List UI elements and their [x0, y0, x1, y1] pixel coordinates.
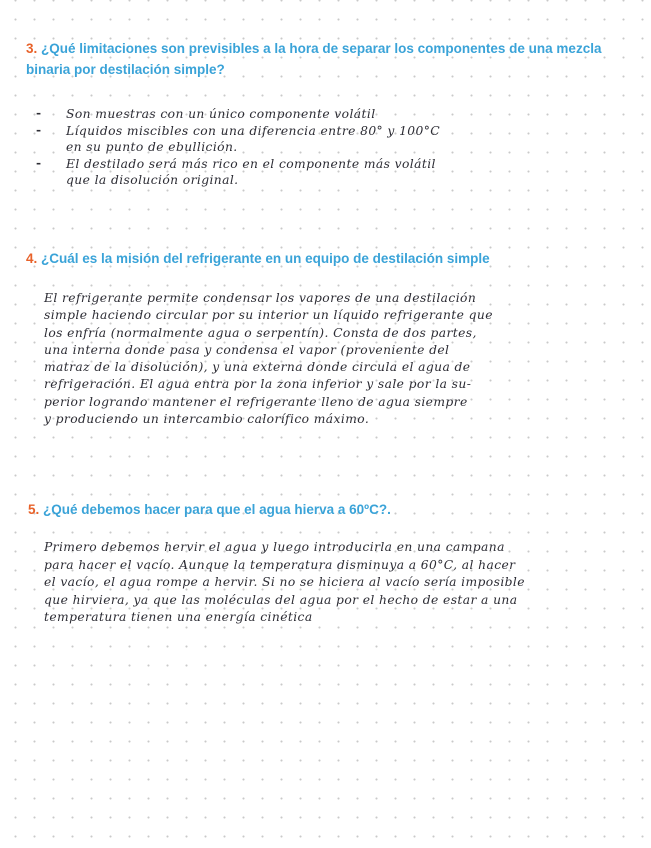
answer-line: el vacío, el agua rompe a hervir. Si no se hiciera al vacío sería imposible — [44, 575, 525, 589]
answer-bullet — [36, 156, 440, 189]
question-3-answer-list — [36, 106, 440, 189]
answer-line: que hirviera, ya que las moléculas del agua por el hecho de estar a una — [44, 592, 518, 607]
answer-line: para hacer el vacío. Aunque la temperatura disminuya a 60°C, al hacer — [44, 557, 516, 572]
answer-line: refrigeración. El agua entra por la zona inferior y sale por la su- — [44, 377, 472, 392]
bullet-line: - Líquidos miscibles con una diferencia entre 80° y 100°C — [66, 123, 441, 138]
answer-line: temperatura tienen una energía cinética — [44, 610, 313, 624]
question-3-text: ¿Qué limitaciones son previsibles a la hora de separar los componentes de una mezcla binaria por destilación simple? — [26, 41, 602, 77]
question-5-text: ¿Qué debemos hacer para que el agua hierva a 60ºC?. — [39, 502, 391, 517]
answer-line: Primero debemos hervir el agua y luego introducirla en una campana — [44, 540, 505, 554]
answer-bullet — [36, 123, 440, 156]
question-5-heading — [28, 499, 648, 520]
question-4-heading — [26, 248, 646, 269]
answer-line: una interna donde pasa y condensa el vapor (proveniente del — [44, 342, 450, 357]
answer-line: El refrigerante permite condensar los vapores de una destilación — [44, 291, 477, 305]
question-5-answer — [44, 539, 525, 627]
question-4-number: 4. — [26, 251, 38, 266]
bullet-line: que la disolución original. — [66, 173, 239, 187]
answer-line: simple haciendo circular por su interior un líquido refrigerante que — [44, 308, 493, 323]
answer-line: y produciendo un intercambio calorífico máximo. — [44, 412, 370, 427]
question-3-number: 3. — [26, 41, 38, 56]
question-4-text: ¿Cuál es la misión del refrigerante en un equipo de destilación simple — [37, 251, 490, 266]
answer-bullet — [36, 106, 440, 123]
question-3-heading — [26, 38, 646, 80]
bullet-line: - El destilado será más rico en el componente más volátil — [66, 156, 436, 171]
bullet-line: en su punto de ebullición. — [66, 140, 238, 154]
bullet-line: - Son muestras con un único componente volátil — [66, 107, 376, 121]
answer-line: matraz de la disolución), y una externa donde circula el agua de — [44, 360, 471, 375]
answer-line: los enfría (normalmente agua o serpentín). Consta de dos partes, — [44, 325, 477, 340]
question-5-number: 5. — [28, 502, 40, 517]
question-4-answer — [44, 290, 493, 428]
answer-line: perior logrando mantener el refrigerante lleno de agua siempre — [44, 394, 468, 409]
